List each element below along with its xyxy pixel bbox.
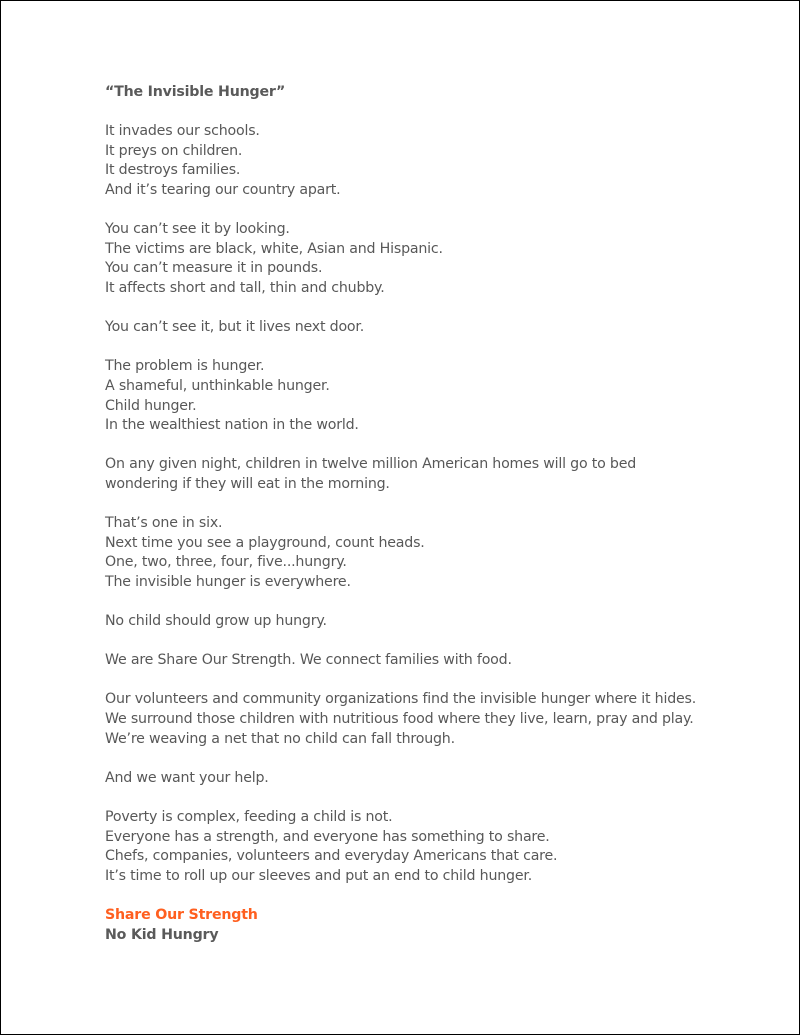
paragraph <box>105 690 765 749</box>
text-line: You can’t measure it in pounds. <box>105 260 323 277</box>
text-line: We surround those children with nutritious food where they live, learn, pray and play. <box>105 711 694 727</box>
text-line: That’s one in six. <box>105 515 223 532</box>
text-line: In the wealthiest nation in the world. <box>105 417 359 434</box>
text-line: It’s time to roll up our sleeves and put an end to child hunger. <box>105 867 533 884</box>
text-line: Everyone has a strength, and everyone has something to share. <box>105 828 550 845</box>
text-line: The invisible hunger is everywhere. <box>105 573 351 590</box>
text-line: wondering if they will eat in the morning. <box>105 475 390 492</box>
signature-campaign: No Kid Hungry <box>105 926 219 943</box>
text-line: We’re weaving a net that no child can fall through. <box>105 730 455 747</box>
paragraph <box>105 220 765 298</box>
text-line: It invades our schools. <box>105 123 260 140</box>
text-line: Next time you see a playground, count heads. <box>105 534 425 551</box>
text-line: And we want your help. <box>105 769 269 786</box>
paragraph <box>105 612 765 632</box>
text-line: And it’s tearing our country apart. <box>105 181 341 198</box>
text-line: It affects short and tall, thin and chubby. <box>105 279 385 296</box>
text-line: The victims are black, white, Asian and Hispanic. <box>105 240 443 257</box>
text-line: One, two, three, four, five...hungry. <box>105 554 347 571</box>
document-title: “The Invisible Hunger” <box>105 84 286 100</box>
paragraph <box>105 122 765 200</box>
text-line: A shameful, unthinkable hunger. <box>105 377 330 394</box>
text-line: We are Share Our Strength. We connect families with food. <box>105 652 512 669</box>
text-line: Poverty is complex, feeding a child is not. <box>105 808 393 825</box>
text-line: Child hunger. <box>105 397 197 414</box>
text-line: You can’t see it, but it lives next door. <box>105 319 365 336</box>
paragraph <box>105 357 765 435</box>
text-line: It preys on children. <box>105 142 243 159</box>
text-line: No child should grow up hungry. <box>105 613 327 630</box>
text-line: Chefs, companies, volunteers and everyday Americans that care. <box>105 848 558 865</box>
text-line: You can’t see it by looking. <box>105 221 290 238</box>
text-line: The problem is hunger. <box>105 358 265 375</box>
paragraph <box>105 455 765 494</box>
paragraph <box>105 808 765 886</box>
text-line: It destroys families. <box>105 162 241 179</box>
paragraph <box>105 651 765 671</box>
paragraph <box>105 318 765 338</box>
text-line: Our volunteers and community organizations find the invisible hunger where it hides. <box>105 691 697 708</box>
body-text <box>105 122 765 886</box>
paragraph <box>105 514 765 592</box>
document-content <box>105 83 765 945</box>
text-line: On any given night, children in twelve million American homes will go to bed <box>105 456 637 473</box>
paragraph <box>105 769 765 789</box>
signature-org: Share Our Strength <box>105 906 258 923</box>
